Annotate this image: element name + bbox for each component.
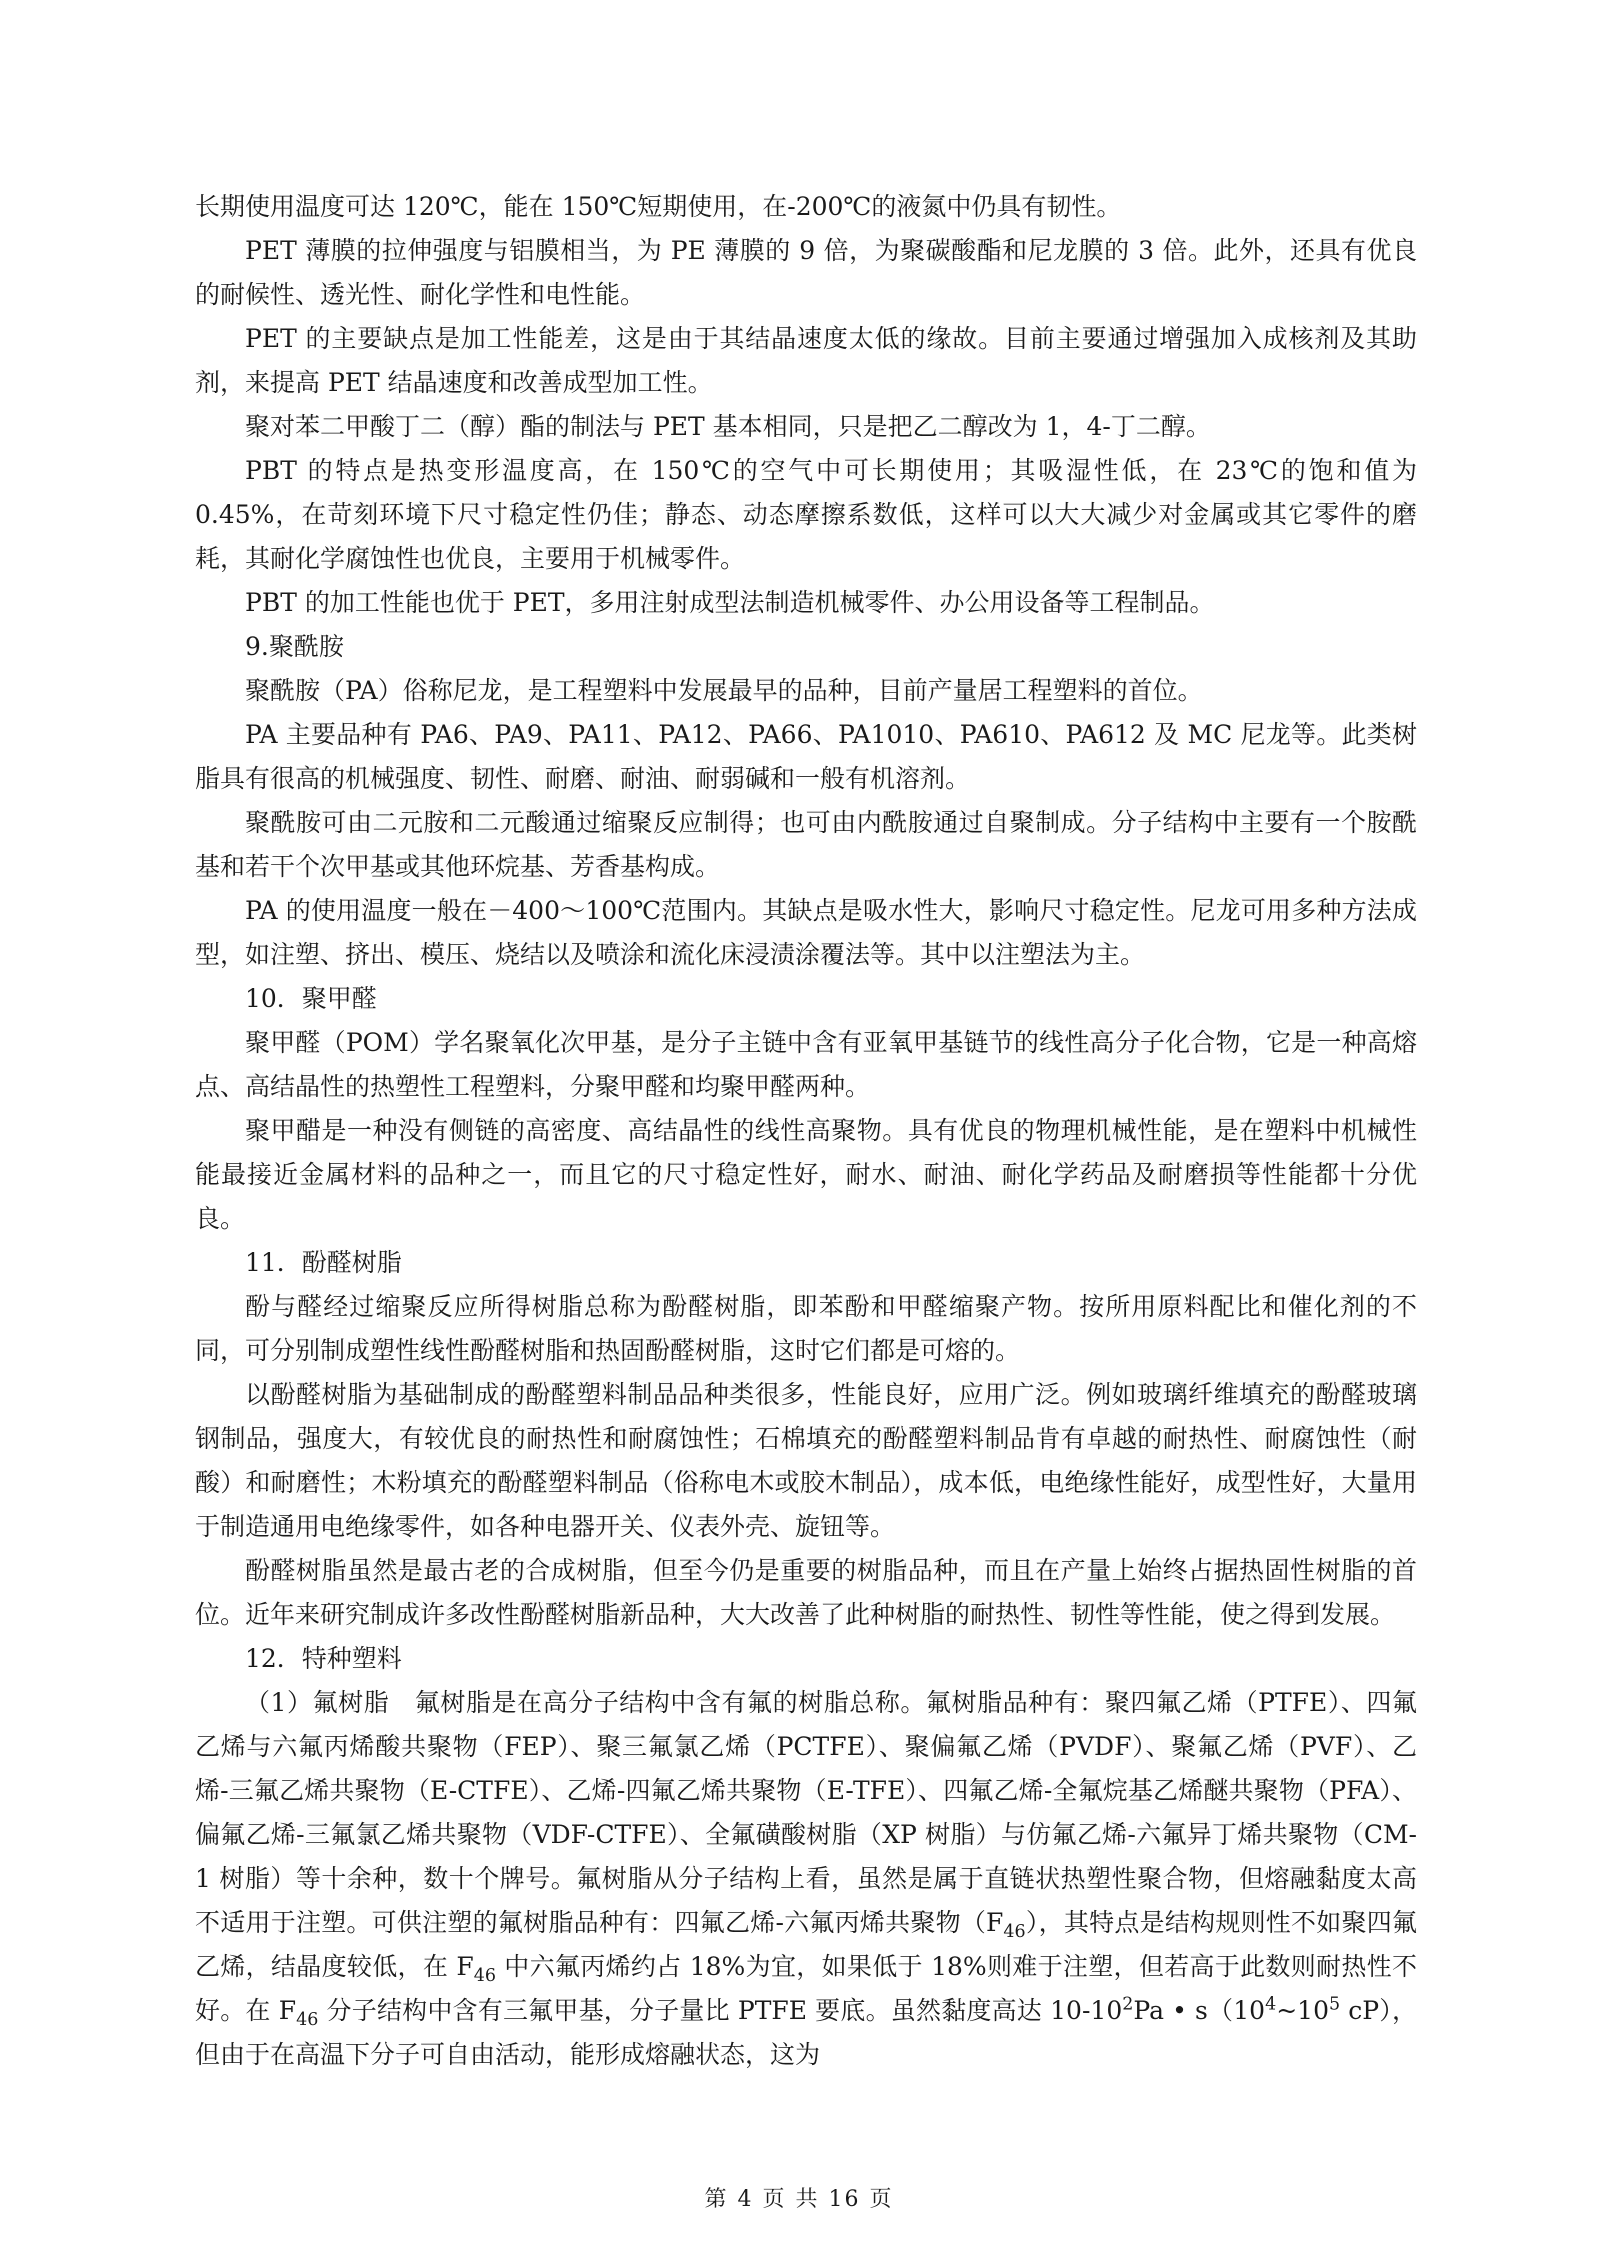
paragraph: 聚甲醋是一种没有侧链的高密度、高结晶性的线性高聚物。具有优良的物理机械性能，是在塑料中机械性能最接近金属材料的品种之一，而且它的尺寸稳定性好，耐水、耐油、耐化学药品及耐磨损等性能都十分优良。 bbox=[195, 1116, 1417, 1233]
paragraph-list bbox=[195, 185, 1417, 1681]
paragraph: PA 主要品种有 PA6、PA9、PA11、PA12、PA66、PA1010、PA610、PA612 及 MC 尼龙等。此类树脂具有很高的机械强度、韧性、耐磨、耐油、耐弱碱和一般有机溶剂。 bbox=[195, 720, 1417, 793]
paragraph: PA 的使用温度一般在－400～100℃范围内。其缺点是吸水性大，影响尺寸稳定性。尼龙可用多种方法成型，如注塑、挤出、模压、烧结以及喷涂和流化床浸渍涂覆法等。其中以注塑法为主。 bbox=[195, 896, 1417, 969]
paragraph: 以酚醛树脂为基础制成的酚醛塑料制品品种类很多，性能良好，应用广泛。例如玻璃纤维填充的酚醛玻璃钢制品，强度大，有较优良的耐热性和耐腐蚀性；石棉填充的酚醛塑料制品肯有卓越的耐热性、耐腐蚀性（耐酸）和耐磨性；木粉填充的酚醛塑料制品（俗称电木或胶木制品），成本低，电绝缘性能好，成型性好，大量用于制造通用电绝缘零件，如各种电器开关、仪表外壳、旋钮等。 bbox=[195, 1380, 1417, 1541]
text-run: ），其特点是结构规则性不如聚四氟乙烯，结晶度较低，在 F bbox=[195, 1908, 1417, 1981]
text-run: （1）氟树脂 氟树脂是在高分子结构中含有氟的树脂总称。氟树脂品种有：聚四氟乙烯（PTFE）、四氟乙烯与六氟丙烯酸共聚物（FEP）、聚三氟氯乙烯（PCTFE）、聚偏氟乙烯（PVDF）、聚氟乙烯（PVF）、乙烯-三氟乙烯共聚物（E-CTFE）、乙烯-四氟乙烯共聚物（E-TFE）、四氟乙烯-全氟烷基乙烯醚共聚物（PFA）、偏氟乙烯-三氟氯乙烯共聚物（VDF-CTFE）、全氟磺酸树脂（XP 树脂）与仿氟乙烯-六氟异丁烯共聚物（CM-1 树脂）等十余种，数十个牌号。氟树脂从分子结构上看，虽然是属于直链状热塑性聚合物，但熔融黏度太高不适用于注塑。可供注塑的氟树脂品种有：四氟乙烯-六氟丙烯共聚物（F bbox=[195, 1688, 1417, 1937]
paragraph: PBT 的加工性能也优于 PET，多用注射成型法制造机械零件、办公用设备等工程制品。 bbox=[245, 588, 1215, 617]
page-footer: 第 4 页 共 16 页 bbox=[704, 2187, 894, 2212]
paragraph: PET 薄膜的拉伸强度与铝膜相当，为 PE 薄膜的 9 倍，为聚碳酸酯和尼龙膜的 3 倍。此外，还具有优良的耐候性、透光性、耐化学性和电性能。 bbox=[195, 236, 1417, 309]
paragraph: 聚甲醛（POM）学名聚氧化次甲基，是分子主链中含有亚氧甲基链节的线性高分子化合物，它是一种高熔点、高结晶性的热塑性工程塑料，分聚甲醛和均聚甲醛两种。 bbox=[195, 1028, 1417, 1101]
text-run: ~10 bbox=[1276, 1996, 1329, 2025]
paragraph: 酚醛树脂虽然是最古老的合成树脂，但至今仍是重要的树脂品种，而且在产量上始终占据热固性树脂的首位。近年来研究制成许多改性酚醛树脂新品种，大大改善了此种树脂的耐热性、韧性等性能，使之得到发展。 bbox=[195, 1556, 1417, 1629]
paragraph: PBT 的特点是热变形温度高，在 150℃的空气中可长期使用；其吸湿性低，在 23℃的饱和值为 0.45%，在苛刻环境下尺寸稳定性仍佳；静态、动态摩擦系数低，这样可以大大减少对金属或其它零件的磨耗，其耐化学腐蚀性也优良，主要用于机械零件。 bbox=[195, 456, 1417, 573]
superscript: 4 bbox=[1265, 1994, 1277, 2015]
text-run: Pa • s（10 bbox=[1133, 1996, 1266, 2025]
text-run: cP），但由于在高温下分子可自由活动，能形成熔融状态，这为 bbox=[195, 1996, 1418, 2069]
paragraph: 聚酰胺（PA）俗称尼龙，是工程塑料中发展最早的品种，目前产量居工程塑料的首位。 bbox=[245, 676, 1203, 705]
subscript: 46 bbox=[296, 2010, 319, 2030]
paragraph: 酚与醛经过缩聚反应所得树脂总称为酚醛树脂，即苯酚和甲醛缩聚产物。按所用原料配比和催化剂的不同，可分别制成塑性线性酚醛树脂和热固酚醛树脂，这时它们都是可熔的。 bbox=[195, 1292, 1417, 1365]
subscript: 46 bbox=[1003, 1922, 1026, 1942]
document-body bbox=[195, 185, 1417, 2077]
paragraph: 9.聚酰胺 bbox=[245, 632, 344, 661]
paragraph: 10．聚甲醛 bbox=[245, 984, 377, 1013]
paragraph: 11．酚醛树脂 bbox=[245, 1248, 402, 1277]
subscript: 46 bbox=[473, 1966, 497, 1986]
text-run: 分子结构中含有三氟甲基，分子量比 PTFE 要底。虽然黏度高达 10-10 bbox=[318, 1996, 1123, 2025]
superscript: 2 bbox=[1122, 1994, 1134, 2015]
paragraph: 长期使用温度可达 120℃，能在 150℃短期使用，在-200℃的液氮中仍具有韧性。 bbox=[195, 192, 1122, 221]
paragraph: 聚酰胺可由二元胺和二元酸通过缩聚反应制得；也可由内酰胺通过自聚制成。分子结构中主要有一个胺酰基和若干个次甲基或其他环烷基、芳香基构成。 bbox=[195, 808, 1417, 881]
superscript: 5 bbox=[1328, 1994, 1341, 2015]
paragraph-fluororesin bbox=[195, 1681, 1417, 2077]
text-run: 中六氟丙烯约占 18%为宜，如果低于 18%则难于注塑，但若高于此数则耐热性不好。在 F bbox=[195, 1952, 1417, 2025]
paragraph: 聚对苯二甲酸丁二（醇）酯的制法与 PET 基本相同，只是把乙二醇改为 1，4-丁二醇。 bbox=[245, 412, 1211, 441]
paragraph: 12．特种塑料 bbox=[245, 1644, 402, 1673]
paragraph: PET 的主要缺点是加工性能差，这是由于其结晶速度太低的缘故。目前主要通过增强加入成核剂及其助剂，来提高 PET 结晶速度和改善成型加工性。 bbox=[195, 324, 1417, 397]
